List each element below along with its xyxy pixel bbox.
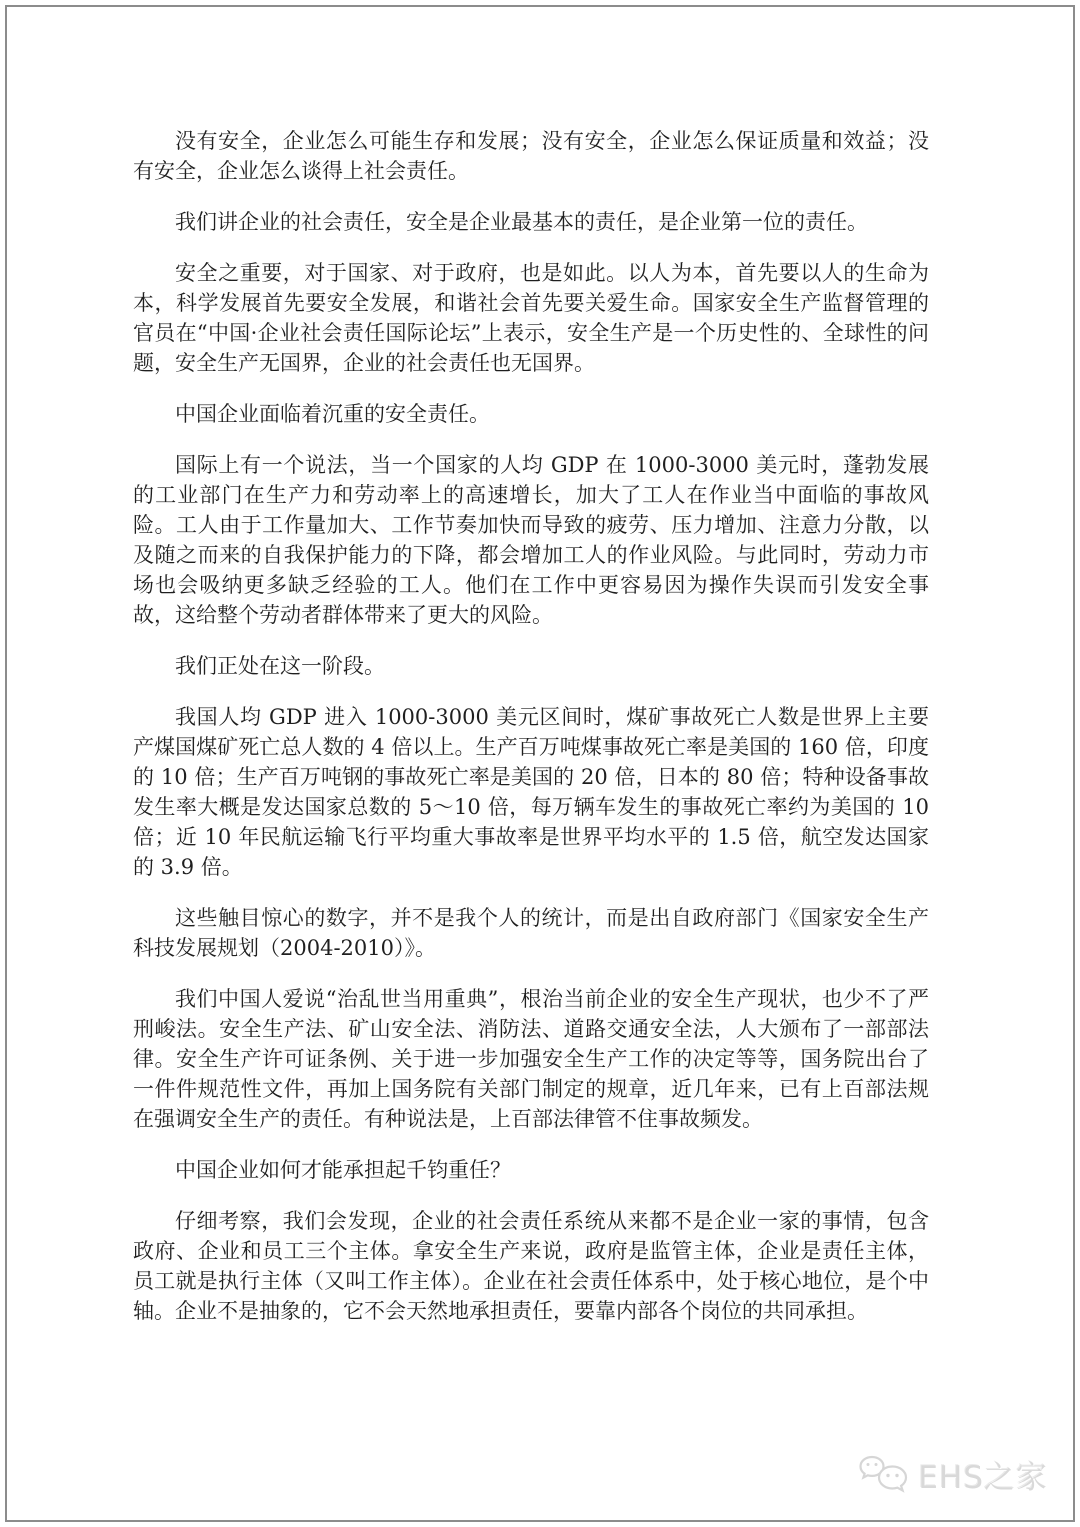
paragraph: 我国人均 GDP 进入 1000-3000 美元区间时，煤矿事故死亡人数是世界上主要产煤国煤矿死亡总人数的 4 倍以上。生产百万吨煤事故死亡率是美国的 160 倍，印度的 10 倍；生产百万吨钢的事故死亡率是美国的 20 倍，日本的 80 倍；特种设备事故发生率大概是发达国家总数的 5～10 倍，每万辆车发生的事故死亡率约为美国的 10 倍；近 10 年民航运输飞行平均重大事故率是世界平均水平的 1.5 倍，航空发达国家的 3.9 倍。 — [133, 705, 929, 879]
document-text-block — [133, 126, 929, 1347]
paragraph: 我们正处在这一阶段。 — [175, 654, 385, 678]
paragraph: 中国企业面临着沉重的安全责任。 — [175, 402, 490, 426]
paragraph: 这些触目惊心的数字，并不是我个人的统计，而是出自政府部门《国家安全生产科技发展规划（2004-2010）》。 — [133, 906, 929, 960]
paragraph: 仔细考察，我们会发现，企业的社会责任系统从来都不是企业一家的事情，包含政府、企业和员工三个主体。拿安全生产来说，政府是监管主体，企业是责任主体，员工就是执行主体（又叫工作主体）。企业在社会责任体系中，处于核心地位，是个中轴。企业不是抽象的，它不会天然地承担责任，要靠内部各个岗位的共同承担。 — [133, 1209, 929, 1323]
paragraph: 我们讲企业的社会责任，安全是企业最基本的责任，是企业第一位的责任。 — [175, 210, 868, 234]
wechat-chat-bubbles-icon — [858, 1454, 910, 1496]
watermark — [858, 1452, 1048, 1497]
paragraph: 我们中国人爱说“治乱世当用重典”，根治当前企业的安全生产现状，也少不了严刑峻法。安全生产法、矿山安全法、消防法、道路交通安全法，人大颁布了一部部法律。安全生产许可证条例、关于进一步加强安全生产工作的决定等等，国务院出台了一件件规范性文件，再加上国务院有关部门制定的规章，近几年来，已有上百部法规在强调安全生产的责任。有种说法是，上百部法律管不住事故频发。 — [133, 987, 929, 1131]
paragraph: 安全之重要，对于国家、对于政府，也是如此。以人为本，首先要以人的生命为本，科学发展首先要安全发展，和谐社会首先要关爱生命。国家安全生产监督管理的官员在“中国·企业社会责任国际论坛”上表示，安全生产是一个历史性的、全球性的问题，安全生产无国界，企业的社会责任也无国界。 — [133, 261, 929, 375]
paragraph: 没有安全，企业怎么可能生存和发展；没有安全，企业怎么保证质量和效益；没有安全，企业怎么谈得上社会责任。 — [133, 129, 929, 183]
paragraph: 中国企业如何才能承担起千钧重任？ — [175, 1158, 511, 1182]
watermark-label: EHS之家 — [918, 1460, 1048, 1496]
paragraph: 国际上有一个说法，当一个国家的人均 GDP 在 1000-3000 美元时，蓬勃发展的工业部门在生产力和劳动率上的高速增长，加大了工人在作业当中面临的事故风险。工人由于工作量加大、工作节奏加快而导致的疲劳、压力增加、注意力分散，以及随之而来的自我保护能力的下降，都会增加工人的作业风险。与此同时，劳动力市场也会吸纳更多缺乏经验的工人。他们在工作中更容易因为操作失误而引发安全事故，这给整个劳动者群体带来了更大的风险。 — [133, 453, 929, 627]
